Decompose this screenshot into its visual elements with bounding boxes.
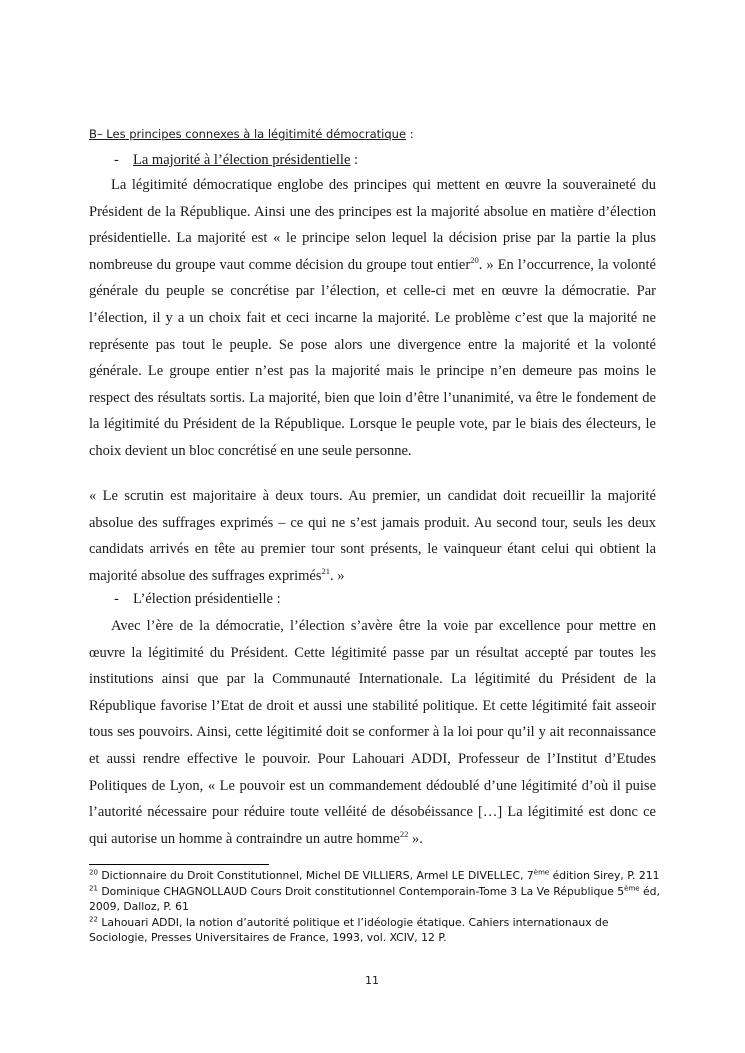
paragraph-text-end: ». [408,830,423,847]
quote-text: « Le scrutin est majoritaire à deux tours. Au premier, un candidat doit recueillir la majorité absolue des suffrages exprimés – ce qui ne s’est jamais produit. Au second tour, seuls les deux candidats arrivés en tête au premier tour sont présents, le vainqueur étant celui qui obtient la majorité absolue des suffrages exprimés [89,488,656,584]
paragraph-majorite [89,172,656,465]
footnote-number: 21 [89,884,98,892]
footnote-number: 20 [89,868,98,877]
subsection-suffix: : [350,152,359,168]
footnote-text: Lahouari ADDI, la notion d’autorité politique et l’idéologie étatique. Cahiers internationaux de Sociologie, Presses Universitaires de France, 1993, vol. XCIV, 12 P. [89,915,609,945]
footnote-ref-20[interactable]: 20 [470,254,479,265]
footnote-text-end: éd, 2009, Dalloz, P. 61 [89,884,660,914]
footnote-text: Dominique CHAGNOLLAUD Cours Droit constitutionnel Contemporain-Tome 3 La Ve République 5 [97,884,625,898]
subsection-title: La majorité à l’élection présidentielle [133,152,351,168]
quote-scrutin [89,483,656,589]
footnote-number: 22 [89,915,98,924]
quote-text-end: . » [329,567,345,584]
footnote-separator [89,864,269,865]
footnote-ref-21[interactable]: 21 [321,565,330,576]
section-heading [89,126,414,142]
footnote-ordinal: ème [624,884,640,892]
page-number: 11 [365,974,379,987]
footnote-22 [89,915,664,946]
bullet-dash: - [114,152,119,168]
footnote-text-end: édition Sirey, P. 211 [549,869,660,882]
paragraph-election [89,613,656,852]
section-heading-title: B– Les principes connexes à la légitimité démocratique [89,127,407,141]
footnote-21 [89,884,664,915]
footnotes [89,868,664,946]
section-heading-suffix: : [406,127,414,141]
footnote-ref-22[interactable]: 22 [399,828,409,839]
paragraph-text-cont: . » En l’occurrence, la volonté générale du peuple se concrétise par l’élection, et celle-ci met en œuvre la démocratie. Par l’élection, il y a un choix fait et ceci incarne la majorité. Le problème c’est que la majorité ne représente pas tout le peuple. Se pose alors une divergence entre la majorité et la volonté générale. Le groupe entier n’est pas la majorité mais le principe n’en demeure pas moins le respect des résultats sortis. La majorité, bien que loin d’être l’unanimité, va être le fondement de la légitimité du Président de la République. Lorsque le peuple vote, par le biais des électeurs, le choix devient un bloc concrétisé en une seule personne. [89,256,656,459]
footnote-text: Dictionnaire du Droit Constitutionnel, Michel DE VILLIERS, Armel LE DIVELLEC, 7 [97,869,534,882]
subsection-majorite [114,150,358,170]
footnote-ordinal: ème [533,868,550,877]
bullet-dash: - [114,591,119,607]
footnote-20 [89,868,664,884]
paragraph-text: La légitimité démocratique englobe des principes qui mettent en œuvre la souveraineté du Président de la République. Ainsi une des principes est la majorité absolue en matière d’élection présidentielle. La majorité est « le principe selon lequel la décision prise par la partie la plus nombreuse du groupe vaut comme décision du groupe tout entier [89,177,656,273]
paragraph-text: Avec l’ère de la démocratie, l’élection s’avère être la voie par excellence pour mettre en œuvre la légitimité du Président. Cette légitimité passe par un résultat accepté par toutes les institutions ainsi que par la Communauté Internationale. La légitimité du Président de la République favorise l’Etat de droit et aussi une stabilité politique. Et cette légitimité fait asseoir tous ses pouvoirs. Ainsi, cette légitimité doit se conformer à la loi pour qu’il y ait reconnaissance et aussi rendre effective le pouvoir. Pour Lahouari ADDI, Professeur de l’Institut d’Etudes Politiques de Lyon, « Le pouvoir est un commandement dédoublé d’une légitimité d’où il puise l’autorité nécessaire pour réduire toute velléité de désobéissance […] La légitimité est donc ce qui autorise un homme à contraindre un autre homme [89,618,656,847]
subsection-title: L’élection présidentielle : [133,591,281,607]
subsection-election [114,589,281,609]
